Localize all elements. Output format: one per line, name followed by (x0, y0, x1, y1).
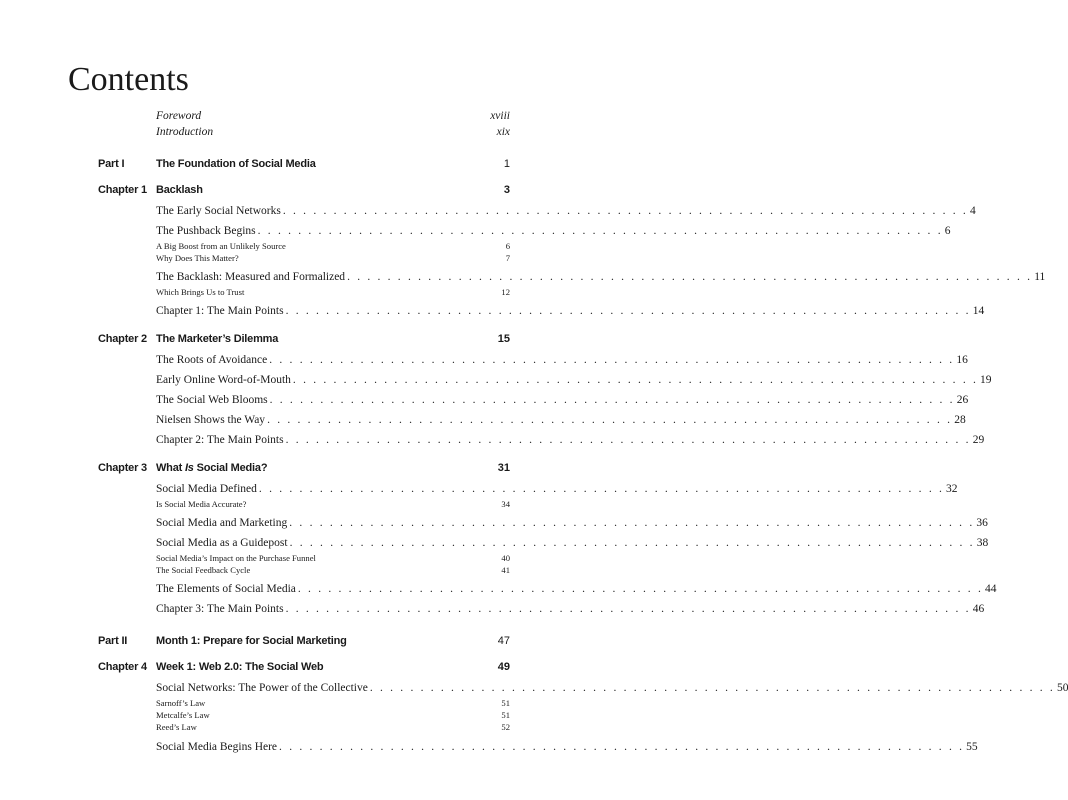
chapter-page: 49 (497, 661, 510, 673)
toc-entry[interactable] (156, 271, 1046, 283)
chapter-page: 3 (503, 184, 510, 196)
chapter-title: Backlash (156, 184, 203, 196)
part-page: 47 (497, 635, 510, 647)
chapter-title-part: What (156, 462, 185, 474)
entry-page: 4 (970, 205, 976, 217)
entry-title: Social Media and Marketing (156, 517, 288, 529)
front-page: xix (496, 126, 510, 138)
entry-page: 29 (972, 434, 985, 446)
entry-title: The Elements of Social Media (156, 583, 296, 595)
chapter-title: Week 1: Web 2.0: The Social Web (156, 661, 324, 673)
part-label: Part I (98, 158, 125, 170)
dot-leader: . . . . . . . . . . . . . . . . . . . . . . . . . . . . . . . . . . . . . . . . . . . . . . . . . . . . . . . . . . . . . . . . . . . . (297, 583, 984, 595)
toc-entry[interactable] (156, 414, 966, 426)
dot-leader: . . . . . . . . . . . . . . . . . . . . . . . . . . . . . . . . . . . . . . . . . . . . . . . . . . . . . . . . . . . . . . . . . . . . (289, 537, 975, 549)
chapter-title: The Marketer’s Dilemma (156, 333, 279, 345)
dot-leader: . . . . . . . . . . . . . . . . . . . . . . . . . . . . . . . . . . . . . . . . . . . . . . . . . . . . . . . . . . . . . . . . . . . . (369, 682, 1055, 694)
entry-page: 28 (954, 414, 966, 426)
part-page: 1 (503, 158, 510, 170)
entry-title: Chapter 1: The Main Points (156, 305, 284, 317)
subentry-page: 34 (501, 499, 510, 509)
toc-entry[interactable] (156, 394, 969, 406)
toc-entry[interactable] (156, 434, 985, 446)
dot-leader: . . . . . . . . . . . . . . . . . . . . . . . . . . . . . . . . . . . . . . . . . . . . . . . . . . . . . . . . . . . . . . . . . . . . (279, 741, 965, 753)
toc-entry[interactable] (156, 583, 997, 595)
subentry-title: The Social Feedback Cycle (156, 565, 251, 575)
chapter-title (156, 462, 267, 474)
page-title: Contents (68, 61, 189, 98)
part-title: Month 1: Prepare for Social Marketing (156, 635, 347, 647)
subentry-page: 12 (501, 287, 510, 297)
entry-page: 44 (985, 583, 997, 595)
front-page: xviii (490, 110, 510, 122)
part-title: The Foundation of Social Media (156, 158, 316, 170)
entry-title: Social Media as a Guidepost (156, 537, 288, 549)
entry-page: 38 (976, 537, 989, 549)
subentry-title: Is Social Media Accurate? (156, 499, 247, 509)
chapter-page: 15 (497, 333, 510, 345)
subentry-title: Why Does This Matter? (156, 253, 239, 263)
entry-title: The Backlash: Measured and Formalized (156, 271, 346, 283)
subentry-page: 52 (501, 722, 510, 732)
entry-page: 46 (972, 603, 985, 615)
entry-title: Social Media Begins Here (156, 741, 278, 753)
toc-entry[interactable] (156, 537, 989, 549)
toc-entry[interactable] (156, 225, 951, 237)
entry-page: 11 (1034, 271, 1046, 283)
chapter-label: Chapter 4 (98, 661, 147, 673)
dot-leader: . . . . . . . . . . . . . . . . . . . . . . . . . . . . . . . . . . . . . . . . . . . . . . . . . . . . . . . . . . . . . . . . . . . . (269, 394, 955, 406)
subentry-page: 7 (505, 253, 510, 263)
entry-title: The Roots of Avoidance (156, 354, 268, 366)
chapter-title-part: Social Media? (193, 462, 268, 474)
toc-entry[interactable] (156, 603, 985, 615)
entry-page: 26 (956, 394, 969, 406)
dot-leader: . . . . . . . . . . . . . . . . . . . . . . . . . . . . . . . . . . . . . . . . . . . . . . . . . . . . . . . . . . . . . . . . . . . . (258, 483, 945, 495)
subentry-page: 41 (501, 565, 510, 575)
toc-entry[interactable] (156, 354, 968, 366)
toc-entry[interactable] (156, 741, 978, 753)
chapter-label: Chapter 2 (98, 333, 147, 345)
entry-page: 36 (976, 517, 988, 529)
dot-leader: . . . . . . . . . . . . . . . . . . . . . . . . . . . . . . . . . . . . . . . . . . . . . . . . . . . . . . . . . . . . . . . . . . . . (285, 434, 971, 446)
entry-title: Nielsen Shows the Way (156, 414, 266, 426)
front-title: Introduction (156, 126, 214, 138)
subentry-page: 51 (501, 710, 510, 720)
subentry-title: Metcalfe’s Law (156, 710, 210, 720)
entry-title: The Social Web Blooms (156, 394, 268, 406)
dot-leader: . . . . . . . . . . . . . . . . . . . . . . . . . . . . . . . . . . . . . . . . . . . . . . . . . . . . . . . . . . . . . . . . . . . . (269, 354, 955, 366)
dot-leader: . . . . . . . . . . . . . . . . . . . . . . . . . . . . . . . . . . . . . . . . . . . . . . . . . . . . . . . . . . . . . . . . . . . . (285, 305, 971, 317)
dot-leader: . . . . . . . . . . . . . . . . . . . . . . . . . . . . . . . . . . . . . . . . . . . . . . . . . . . . . . . . . . . . . . . . . . . . (257, 225, 943, 237)
chapter-title-emphasis: Is (184, 462, 194, 474)
dot-leader: . . . . . . . . . . . . . . . . . . . . . . . . . . . . . . . . . . . . . . . . . . . . . . . . . . . . . . . . . . . . . . . . . . . . (347, 271, 1033, 283)
subentry-title: Which Brings Us to Trust (156, 287, 245, 297)
entry-page: 16 (956, 354, 968, 366)
subentry-page: 40 (501, 553, 510, 563)
entry-page: 50 (1056, 682, 1068, 694)
entry-title: The Early Social Networks (156, 205, 281, 217)
toc-entry[interactable] (156, 517, 988, 529)
subentry-title: Social Media’s Impact on the Purchase Funnel (156, 553, 316, 563)
toc-entry[interactable] (156, 374, 992, 386)
entry-title: Social Media Defined (156, 483, 257, 495)
toc-entry[interactable] (156, 305, 985, 317)
subentry-page: 51 (501, 698, 510, 708)
entry-page: 32 (946, 483, 958, 495)
toc-entry[interactable] (156, 205, 976, 217)
dot-leader: . . . . . . . . . . . . . . . . . . . . . . . . . . . . . . . . . . . . . . . . . . . . . . . . . . . . . . . . . . . . . . . . . . . . (267, 414, 953, 426)
subentry-title: Reed’s Law (156, 722, 197, 732)
entry-title: Chapter 3: The Main Points (156, 603, 284, 615)
entry-page: 55 (966, 741, 978, 753)
dot-leader: . . . . . . . . . . . . . . . . . . . . . . . . . . . . . . . . . . . . . . . . . . . . . . . . . . . . . . . . . . . . . . . . . . . . (289, 517, 975, 529)
entry-title: The Pushback Begins (156, 225, 256, 237)
dot-leader: . . . . . . . . . . . . . . . . . . . . . . . . . . . . . . . . . . . . . . . . . . . . . . . . . . . . . . . . . . . . . . . . . . . . (292, 374, 979, 386)
entry-title: Social Networks: The Power of the Collective (156, 682, 368, 694)
entry-title: Early Online Word-of-Mouth (156, 374, 291, 386)
toc-entry[interactable] (156, 483, 958, 495)
entry-page: 14 (972, 305, 985, 317)
front-title: Foreword (156, 110, 202, 122)
chapter-page: 31 (497, 462, 510, 474)
chapter-label: Chapter 1 (98, 184, 147, 196)
toc-entry[interactable] (156, 682, 1068, 694)
part-label: Part II (98, 635, 128, 647)
subentry-title: A Big Boost from an Unlikely Source (156, 241, 286, 251)
entry-title: Chapter 2: The Main Points (156, 434, 284, 446)
dot-leader: . . . . . . . . . . . . . . . . . . . . . . . . . . . . . . . . . . . . . . . . . . . . . . . . . . . . . . . . . . . . . . . . . . . . (282, 205, 968, 217)
entry-page: 19 (980, 374, 992, 386)
subentry-page: 6 (505, 241, 510, 251)
entry-page: 6 (944, 225, 951, 237)
subentry-title: Sarnoff’s Law (156, 698, 206, 708)
dot-leader: . . . . . . . . . . . . . . . . . . . . . . . . . . . . . . . . . . . . . . . . . . . . . . . . . . . . . . . . . . . . . . . . . . . . (285, 603, 971, 615)
chapter-label: Chapter 3 (98, 462, 147, 474)
